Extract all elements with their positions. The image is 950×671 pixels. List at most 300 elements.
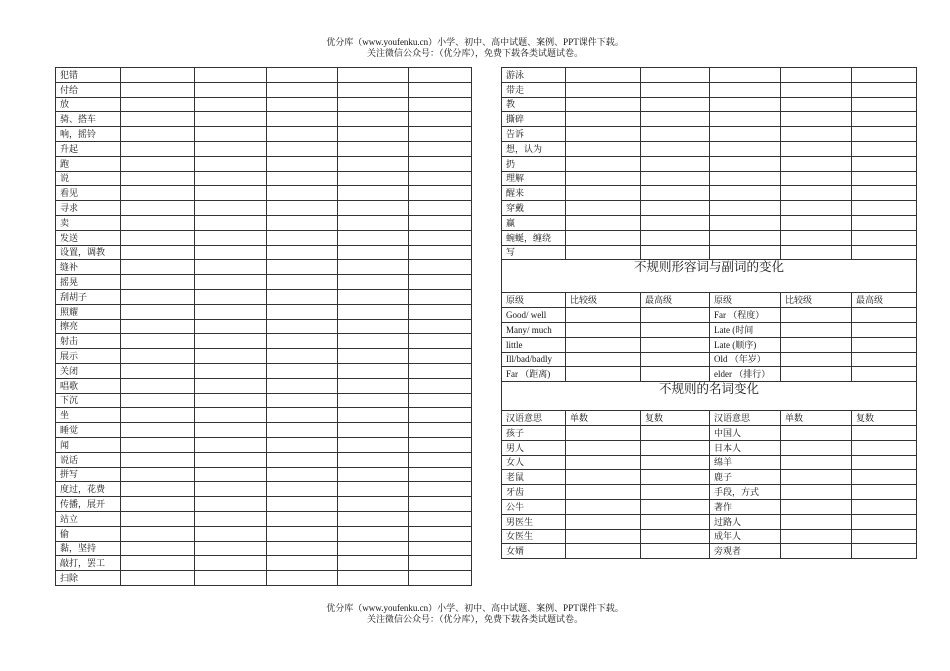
blank-cell [781, 440, 852, 455]
word-cell: 骑、搭车 [56, 112, 121, 127]
blank-cell [267, 127, 338, 142]
blank-cell [267, 68, 338, 83]
blank-cell [409, 423, 472, 438]
blank-cell [338, 245, 409, 260]
blank-cell [267, 408, 338, 423]
section-title: 不规则的名词变化 [502, 382, 917, 411]
word-cell: 展示 [56, 349, 121, 364]
word-cell: 带走 [502, 82, 566, 97]
blank-cell [409, 230, 472, 245]
table-row [56, 201, 472, 216]
table-row [502, 68, 917, 83]
word-cell: 放 [56, 97, 121, 112]
blank-cell [195, 467, 267, 482]
blank-cell [852, 352, 917, 367]
word-cell: Far （距离) [502, 367, 566, 382]
blank-cell [338, 363, 409, 378]
table-row [56, 423, 472, 438]
word-cell: 告诉 [502, 127, 566, 142]
table-row [56, 260, 472, 275]
blank-cell [267, 304, 338, 319]
blank-cell [121, 526, 195, 541]
word-cell: Late (时间 [710, 322, 781, 337]
section-title: 不规则形容词与副词的变化 [502, 260, 917, 293]
blank-cell [781, 112, 852, 127]
word-cell: 女医生 [502, 529, 566, 544]
word-cell: 睡觉 [56, 423, 121, 438]
blank-cell [781, 308, 852, 323]
table-row [502, 171, 917, 186]
word-cell: 扫除 [56, 571, 121, 586]
blank-cell [195, 141, 267, 156]
blank-cell [781, 455, 852, 470]
blank-cell [338, 467, 409, 482]
word-cell: 绵羊 [710, 455, 781, 470]
word-cell: 著作 [710, 499, 781, 514]
blank-cell [710, 97, 781, 112]
word-cell: Late (顺序) [710, 337, 781, 352]
blank-cell [195, 541, 267, 556]
blank-cell [641, 156, 710, 171]
blank-cell [338, 289, 409, 304]
blank-cell [267, 319, 338, 334]
blank-cell [641, 171, 710, 186]
table-row [56, 482, 472, 497]
blank-cell [566, 201, 641, 216]
blank-cell [641, 470, 710, 485]
blank-cell [641, 112, 710, 127]
blank-cell [338, 393, 409, 408]
blank-cell [409, 393, 472, 408]
word-cell: 敲打，罢工 [56, 556, 121, 571]
blank-cell [566, 308, 641, 323]
page-footer [0, 603, 950, 625]
blank-cell [121, 289, 195, 304]
blank-cell [195, 260, 267, 275]
blank-cell [195, 437, 267, 452]
blank-cell [267, 526, 338, 541]
word-cell: 孩子 [502, 425, 566, 440]
blank-cell [409, 186, 472, 201]
blank-cell [121, 141, 195, 156]
blank-cell [852, 127, 917, 142]
table-row [56, 171, 472, 186]
blank-cell [195, 289, 267, 304]
table-row [56, 526, 472, 541]
blank-cell [409, 452, 472, 467]
blank-cell [566, 245, 641, 260]
table-row [502, 97, 917, 112]
blank-cell [409, 334, 472, 349]
blank-cell [409, 408, 472, 423]
blank-cell [566, 97, 641, 112]
blank-cell [781, 215, 852, 230]
blank-cell [338, 82, 409, 97]
blank-cell [781, 544, 852, 559]
blank-cell [409, 319, 472, 334]
blank-cell [641, 544, 710, 559]
blank-cell [195, 349, 267, 364]
blank-cell [781, 68, 852, 83]
table-row [502, 245, 917, 260]
table-row [502, 440, 917, 455]
column-header: 原级 [710, 293, 781, 308]
blank-cell [121, 82, 195, 97]
blank-cell [641, 68, 710, 83]
table-row [56, 378, 472, 393]
word-cell: 站立 [56, 511, 121, 526]
word-cell: 发送 [56, 230, 121, 245]
blank-cell [566, 425, 641, 440]
blank-cell [338, 349, 409, 364]
blank-cell [338, 378, 409, 393]
blank-cell [641, 245, 710, 260]
header-row [502, 293, 917, 308]
blank-cell [195, 378, 267, 393]
table-row [56, 556, 472, 571]
table-row [502, 141, 917, 156]
blank-cell [195, 215, 267, 230]
blank-cell [852, 499, 917, 514]
word-cell: 响，摇铃 [56, 127, 121, 142]
blank-cell [267, 201, 338, 216]
word-cell: Many/ much [502, 322, 566, 337]
word-cell: 写 [502, 245, 566, 260]
word-cell: 跑 [56, 156, 121, 171]
blank-cell [710, 230, 781, 245]
blank-cell [409, 127, 472, 142]
blank-cell [781, 529, 852, 544]
blank-cell [338, 156, 409, 171]
table-row [56, 275, 472, 290]
blank-cell [338, 526, 409, 541]
blank-cell [267, 363, 338, 378]
word-cell: 牙齿 [502, 485, 566, 500]
blank-cell [409, 215, 472, 230]
blank-cell [121, 349, 195, 364]
blank-cell [195, 319, 267, 334]
word-cell: 女人 [502, 455, 566, 470]
blank-cell [852, 308, 917, 323]
word-cell: 摇晃 [56, 275, 121, 290]
blank-cell [338, 497, 409, 512]
word-cell: 公牛 [502, 499, 566, 514]
word-cell: 游泳 [502, 68, 566, 83]
column-header: 复数 [852, 411, 917, 426]
table-row [502, 367, 917, 382]
column-header: 最高级 [641, 293, 710, 308]
blank-cell [641, 141, 710, 156]
word-cell: 擦亮 [56, 319, 121, 334]
word-cell: Far （程度） [710, 308, 781, 323]
table-row [502, 485, 917, 500]
blank-cell [781, 230, 852, 245]
blank-cell [781, 425, 852, 440]
table-row [502, 215, 917, 230]
blank-cell [409, 497, 472, 512]
table-row [56, 289, 472, 304]
blank-cell [338, 97, 409, 112]
blank-cell [852, 485, 917, 500]
blank-cell [641, 337, 710, 352]
blank-cell [195, 482, 267, 497]
blank-cell [852, 156, 917, 171]
blank-cell [267, 141, 338, 156]
blank-cell [195, 408, 267, 423]
word-cell: 卖 [56, 215, 121, 230]
blank-cell [710, 112, 781, 127]
blank-cell [566, 230, 641, 245]
blank-cell [121, 186, 195, 201]
blank-cell [195, 201, 267, 216]
blank-cell [710, 141, 781, 156]
blank-cell [566, 215, 641, 230]
noun_section-title-row [502, 382, 917, 411]
blank-cell [121, 571, 195, 586]
blank-cell [195, 393, 267, 408]
table-row [502, 544, 917, 559]
word-cell: 升起 [56, 141, 121, 156]
word-cell: 说话 [56, 452, 121, 467]
blank-cell [566, 82, 641, 97]
table-row [502, 82, 917, 97]
blank-cell [267, 97, 338, 112]
table-row [502, 156, 917, 171]
blank-cell [267, 289, 338, 304]
word-cell: 犯错 [56, 68, 121, 83]
blank-cell [121, 112, 195, 127]
table-row [502, 455, 917, 470]
blank-cell [641, 425, 710, 440]
blank-cell [195, 334, 267, 349]
blank-cell [121, 68, 195, 83]
blank-cell [409, 571, 472, 586]
blank-cell [852, 245, 917, 260]
table-row [56, 68, 472, 83]
word-cell: 缝补 [56, 260, 121, 275]
blank-cell [409, 467, 472, 482]
column-header: 最高级 [852, 293, 917, 308]
blank-cell [852, 455, 917, 470]
blank-cell [195, 571, 267, 586]
blank-cell [267, 497, 338, 512]
blank-cell [781, 156, 852, 171]
blank-cell [409, 363, 472, 378]
blank-cell [710, 186, 781, 201]
blank-cell [852, 337, 917, 352]
blank-cell [267, 245, 338, 260]
blank-cell [195, 186, 267, 201]
table-row [56, 82, 472, 97]
blank-cell [121, 245, 195, 260]
blank-cell [566, 514, 641, 529]
blank-cell [338, 541, 409, 556]
table-row [56, 452, 472, 467]
word-cell: 射击 [56, 334, 121, 349]
table-row [56, 497, 472, 512]
header-line-1: 优分库（www.youfenku.cn）小学、初中、高中试题、案例、PPT课件下载。 [326, 37, 624, 47]
blank-cell [781, 470, 852, 485]
page-header [0, 37, 950, 59]
word-cell: 成年人 [710, 529, 781, 544]
blank-cell [267, 334, 338, 349]
blank-cell [852, 201, 917, 216]
table-row [502, 470, 917, 485]
blank-cell [852, 112, 917, 127]
word-cell: 日本人 [710, 440, 781, 455]
blank-cell [267, 467, 338, 482]
blank-cell [641, 215, 710, 230]
blank-cell [852, 322, 917, 337]
blank-cell [121, 378, 195, 393]
blank-cell [409, 304, 472, 319]
blank-cell [267, 482, 338, 497]
table-row [56, 437, 472, 452]
table-row [56, 349, 472, 364]
table-row [56, 334, 472, 349]
word-cell: 男人 [502, 440, 566, 455]
blank-cell [121, 275, 195, 290]
blank-cell [267, 156, 338, 171]
table-row [502, 499, 917, 514]
word-cell: elder （排行） [710, 367, 781, 382]
blank-cell [121, 171, 195, 186]
blank-cell [267, 556, 338, 571]
word-cell: 传播，展开 [56, 497, 121, 512]
blank-cell [338, 334, 409, 349]
blank-cell [409, 349, 472, 364]
blank-cell [338, 423, 409, 438]
table-row [502, 112, 917, 127]
blank-cell [195, 452, 267, 467]
blank-cell [267, 393, 338, 408]
blank-cell [852, 425, 917, 440]
table-row [502, 322, 917, 337]
blank-cell [121, 511, 195, 526]
blank-cell [267, 215, 338, 230]
blank-cell [641, 514, 710, 529]
blank-cell [781, 201, 852, 216]
blank-cell [781, 367, 852, 382]
blank-cell [781, 141, 852, 156]
table-row [56, 230, 472, 245]
blank-cell [781, 186, 852, 201]
blank-cell [121, 541, 195, 556]
blank-cell [195, 68, 267, 83]
table-row [502, 201, 917, 216]
table-row [56, 363, 472, 378]
blank-cell [566, 352, 641, 367]
blank-cell [781, 352, 852, 367]
blank-cell [195, 511, 267, 526]
blank-cell [121, 363, 195, 378]
blank-cell [852, 230, 917, 245]
table-row [56, 467, 472, 482]
blank-cell [121, 467, 195, 482]
word-cell: Ill/bad/badly [502, 352, 566, 367]
table-row [56, 186, 472, 201]
blank-cell [195, 97, 267, 112]
word-cell: 度过，花费 [56, 482, 121, 497]
blank-cell [338, 452, 409, 467]
blank-cell [710, 156, 781, 171]
blank-cell [267, 230, 338, 245]
word-cell: 说 [56, 171, 121, 186]
table-row [56, 393, 472, 408]
word-cell: 女婿 [502, 544, 566, 559]
blank-cell [267, 511, 338, 526]
word-cell: 老鼠 [502, 470, 566, 485]
blank-cell [338, 260, 409, 275]
blank-cell [641, 308, 710, 323]
blank-cell [121, 408, 195, 423]
table-row [56, 511, 472, 526]
blank-cell [781, 322, 852, 337]
blank-cell [641, 367, 710, 382]
word-cell: 理解 [502, 171, 566, 186]
column-header: 汉语意思 [502, 411, 566, 426]
blank-cell [566, 470, 641, 485]
blank-cell [781, 514, 852, 529]
blank-cell [641, 201, 710, 216]
blank-cell [852, 68, 917, 83]
blank-cell [267, 571, 338, 586]
blank-cell [566, 171, 641, 186]
table-row [56, 541, 472, 556]
column-header: 单数 [781, 411, 852, 426]
blank-cell [409, 245, 472, 260]
table-row [502, 425, 917, 440]
blank-cell [852, 367, 917, 382]
blank-cell [781, 499, 852, 514]
word-cell: 看见 [56, 186, 121, 201]
footer-line-2: 关注微信公众号：（优分库），免费下载各类试题试卷。 [366, 614, 583, 624]
blank-cell [409, 541, 472, 556]
word-cell: 手段，方式 [710, 485, 781, 500]
word-cell: 鹿子 [710, 470, 781, 485]
blank-cell [195, 171, 267, 186]
blank-cell [121, 215, 195, 230]
word-cell: 撕碎 [502, 112, 566, 127]
blank-cell [338, 482, 409, 497]
word-cell: 男医生 [502, 514, 566, 529]
table-row [56, 97, 472, 112]
footer-line-1: 优分库（www.youfenku.cn）小学、初中、高中试题、案例、PPT课件下载。 [326, 603, 624, 613]
blank-cell [409, 171, 472, 186]
blank-cell [566, 455, 641, 470]
right-tables [501, 67, 917, 559]
column-header: 汉语意思 [710, 411, 781, 426]
blank-cell [852, 186, 917, 201]
table-row [502, 308, 917, 323]
word-cell: 付给 [56, 82, 121, 97]
word-cell: 过路人 [710, 514, 781, 529]
word-cell: 下沉 [56, 393, 121, 408]
blank-cell [852, 215, 917, 230]
word-cell: little [502, 337, 566, 352]
blank-cell [121, 334, 195, 349]
word-cell: 教 [502, 97, 566, 112]
table-row [502, 127, 917, 142]
blank-cell [852, 171, 917, 186]
blank-cell [566, 127, 641, 142]
word-cell: 扔 [502, 156, 566, 171]
blank-cell [409, 556, 472, 571]
column-header: 比较级 [781, 293, 852, 308]
blank-cell [641, 529, 710, 544]
blank-cell [852, 97, 917, 112]
blank-cell [267, 186, 338, 201]
